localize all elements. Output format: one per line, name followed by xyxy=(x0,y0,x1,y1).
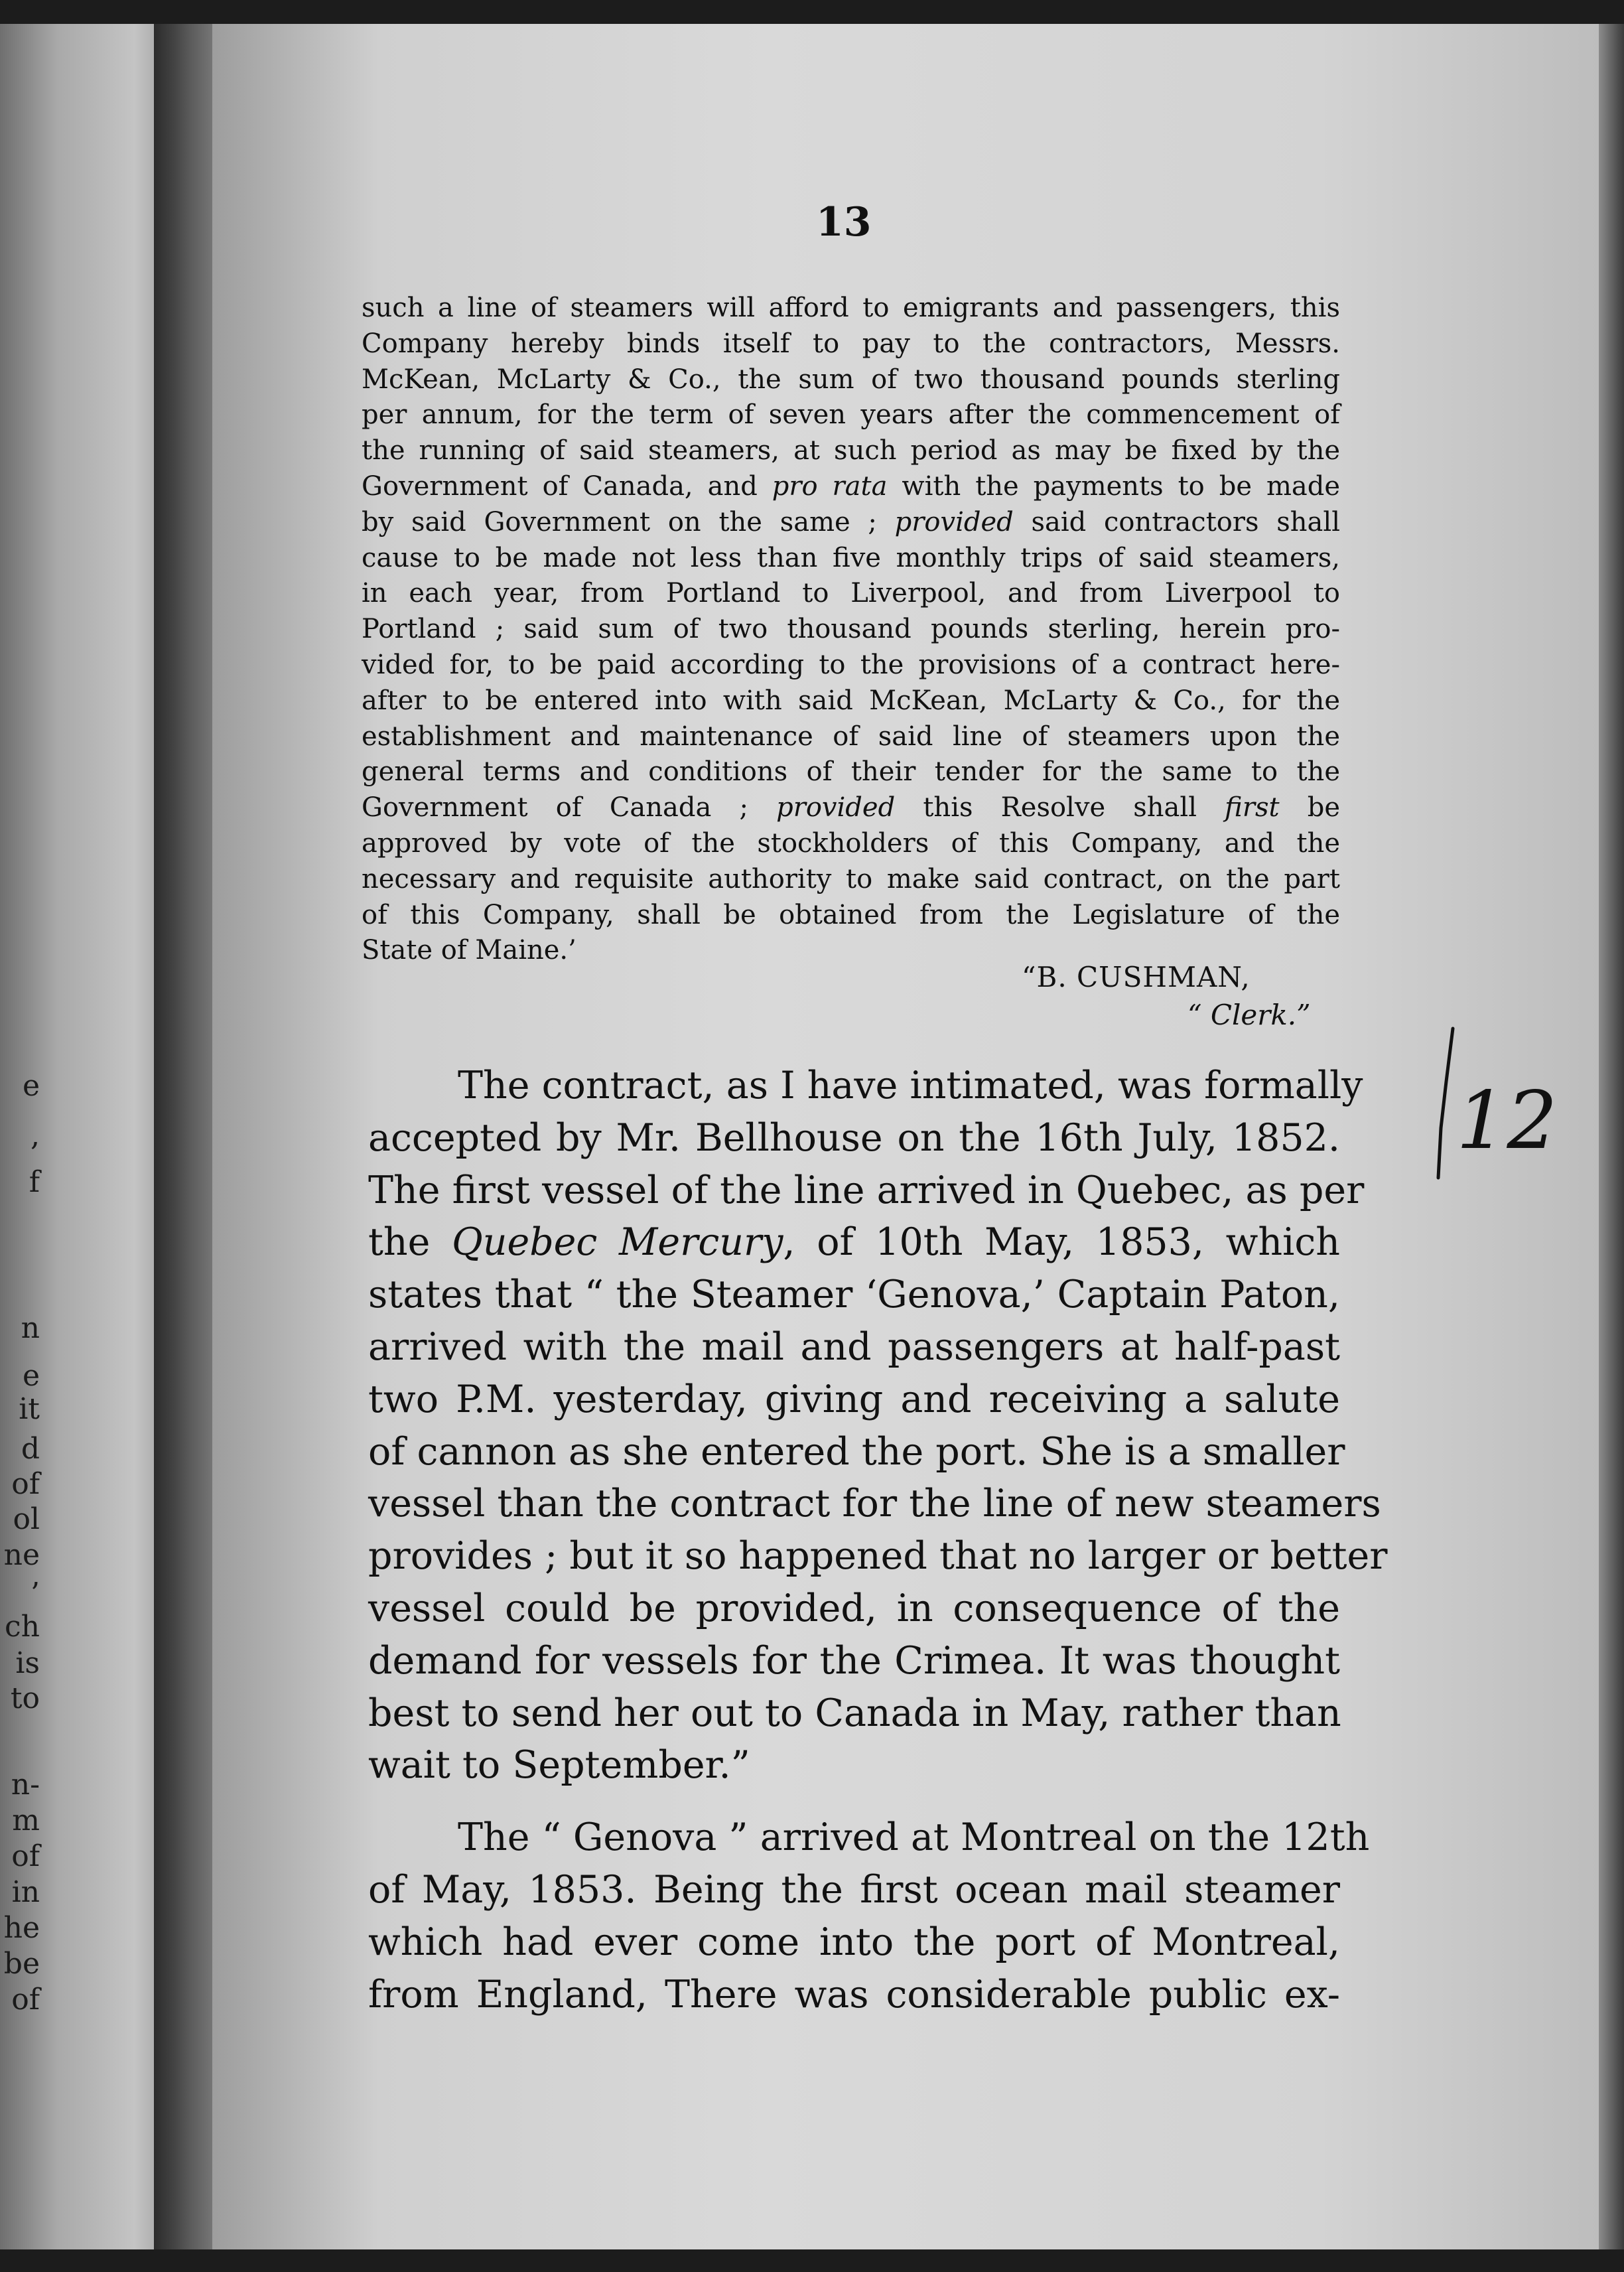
body-line: from England, There was considerable public ex- xyxy=(368,1972,1340,2017)
resolve-line: approved by vote of the stockholders of this Company, and the xyxy=(362,827,1340,859)
resolve-text: Government of Canada, and xyxy=(362,470,772,502)
fragment: ’ xyxy=(31,1577,40,1610)
body-line: arrived with the mail and passengers at half-past xyxy=(368,1324,1340,1369)
italic-term: provided xyxy=(776,792,896,823)
italic-term: provided xyxy=(894,506,1014,537)
handwritten-margin-note: 12 xyxy=(1456,1075,1558,1167)
resolve-text: by said Government on the same ; xyxy=(362,506,895,537)
fragment: n- xyxy=(11,1768,40,1802)
fragment: in xyxy=(11,1875,40,1909)
fragment: of xyxy=(11,1467,40,1501)
fragment: of xyxy=(11,1983,40,2017)
body-text xyxy=(368,1060,1388,2021)
fragment: f xyxy=(29,1165,40,1199)
resolve-text: be xyxy=(1279,792,1340,823)
body-line: of May, 1853. Being the first ocean mail steamer xyxy=(368,1867,1340,1912)
resolve-line: after to be entered into with said McKean, McLarty & Co., for the xyxy=(362,685,1340,716)
resolve-text: with the payments to be made xyxy=(887,470,1340,502)
resolve-line: State of Maine.’ xyxy=(362,935,576,966)
fragment: , xyxy=(31,1119,40,1153)
fragment: be xyxy=(3,1947,40,1981)
body-line: The contract, as I have intimated, was formally xyxy=(458,1064,1363,1107)
resolve-text: Government of Canada ; xyxy=(362,792,777,823)
resolve-line: in each year, from Portland to Liverpool, and from Liverpool to xyxy=(362,578,1340,609)
scan-top-edge xyxy=(0,0,1624,24)
body-line: two P.M. yesterday, giving and receiving a salute xyxy=(368,1377,1340,1421)
signature-title: “ Clerk.” xyxy=(1187,999,1311,1031)
resolve-line: vided for, to be paid according to the provisions of a contract here- xyxy=(362,649,1340,680)
resolve-line: per annum, for the term of seven years after the commencement of xyxy=(362,399,1340,431)
body-line: demand for vessels for the Crimea. It was thought xyxy=(368,1638,1340,1683)
body-line: accepted by Mr. Bellhouse on the 16th July, 1852. xyxy=(368,1115,1340,1160)
body-line: states that “ the Steamer ‘Genova,’ Captain Paton, xyxy=(368,1273,1340,1317)
body-line: of cannon as she entered the port. She is a smaller xyxy=(368,1429,1345,1474)
fragment: ne xyxy=(3,1538,40,1572)
fragment: ch xyxy=(5,1610,40,1644)
resolve-line: such a line of steamers will afford to emigrants and passengers, this xyxy=(362,293,1340,323)
italic-term: pro rata xyxy=(772,470,888,502)
body-line: provides ; but it so happened that no larger or better xyxy=(368,1534,1388,1579)
body-text-run: , of 10th May, 1853, which xyxy=(783,1220,1341,1265)
resolve-line: establishment and maintenance of said line of steamers upon the xyxy=(362,721,1340,752)
resolve-line xyxy=(362,505,1340,541)
italic-term: first xyxy=(1225,792,1280,823)
resolve-line xyxy=(362,790,1340,826)
fragment: of xyxy=(11,1839,40,1873)
body-line xyxy=(368,1216,1340,1269)
body-line: which had ever come into the port of Montreal, xyxy=(368,1920,1340,1964)
resolve-line xyxy=(362,469,1340,505)
body-line: wait to September.” xyxy=(368,1743,750,1788)
resolve-line: McKean, McLarty & Co., the sum of two thousand pounds sterling xyxy=(362,364,1340,395)
fragment: to xyxy=(10,1681,40,1715)
body-line: best to send her out to Canada in May, rather than xyxy=(368,1691,1341,1735)
signature-name: “B. CUSHMAN, xyxy=(1022,961,1251,993)
page-number: 13 xyxy=(816,199,872,246)
fragment: it xyxy=(19,1392,40,1426)
resolve-text: said contractors shall xyxy=(1013,506,1340,537)
fragment: he xyxy=(3,1911,40,1945)
fragment: e xyxy=(22,1069,40,1103)
paragraph-gap xyxy=(368,1792,1340,1811)
fragment: e xyxy=(22,1359,40,1393)
resolve-line: Company hereby binds itself to pay to the contractors, Messrs. xyxy=(362,328,1340,359)
resolve-line: general terms and conditions of their tender for the same to the xyxy=(362,756,1340,788)
fragment: is xyxy=(15,1646,40,1680)
quoted-resolve xyxy=(362,291,1340,969)
body-line: vessel than the contract for the line of new steamers xyxy=(368,1482,1381,1526)
fragment: m xyxy=(12,1804,40,1837)
body-line: The “ Genova ” arrived at Montreal on the 12th xyxy=(458,1815,1370,1860)
resolve-line: of this Company, shall be obtained from the Legislature of the xyxy=(362,899,1340,930)
newspaper-title: Quebec Mercury xyxy=(452,1220,783,1265)
resolve-line: Portland ; said sum of two thousand pounds sterling, herein pro- xyxy=(362,614,1340,645)
book-gutter xyxy=(154,0,214,2272)
body-line: The first vessel of the line arrived in Quebec, as per xyxy=(368,1168,1365,1212)
resolve-line: the running of said steamers, at such period as may be fixed by the xyxy=(362,435,1340,466)
fragment: n xyxy=(21,1311,40,1345)
scan-bottom-edge xyxy=(0,2249,1624,2272)
resolve-line: cause to be made not less than five monthly trips of said steamers, xyxy=(362,542,1340,573)
body-line: vessel could be provided, in consequence of the xyxy=(368,1586,1340,1630)
body-text-run: the xyxy=(368,1220,452,1265)
resolve-text: this Resolve shall xyxy=(895,792,1225,823)
resolve-line: necessary and requisite authority to make said contract, on the part xyxy=(362,863,1340,894)
fragment: d xyxy=(21,1432,40,1466)
page-right-edge xyxy=(1599,0,1624,2272)
fragment: ol xyxy=(13,1502,40,1536)
